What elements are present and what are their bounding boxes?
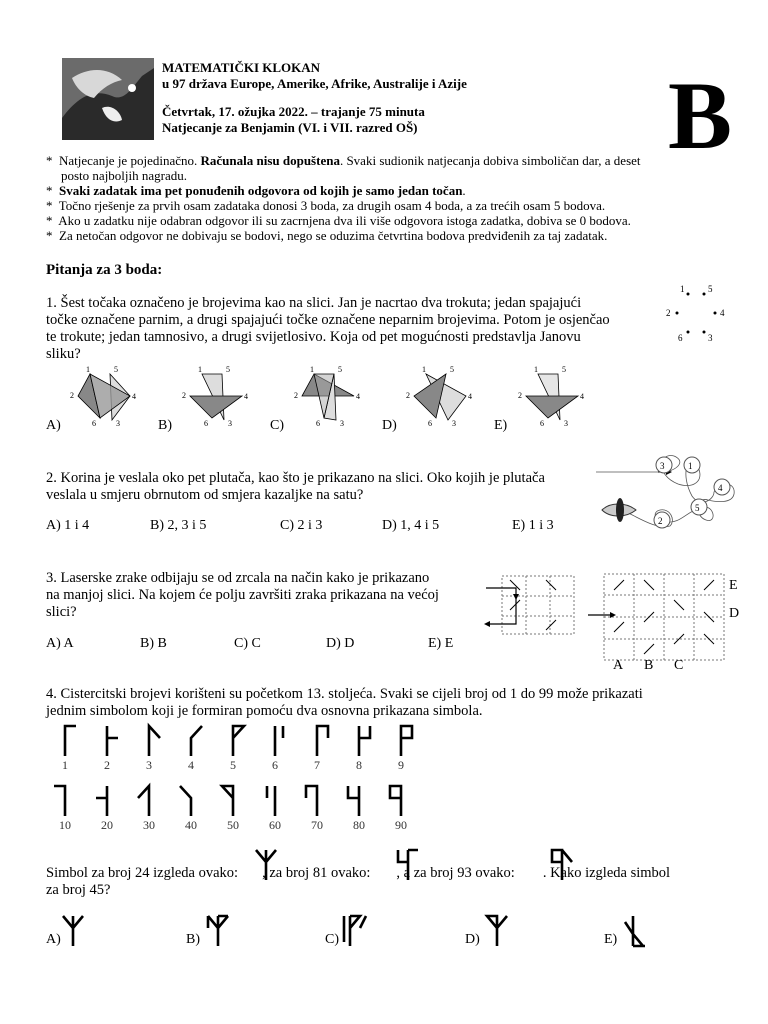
svg-text:4: 4 [132, 392, 136, 401]
q3-small-grid [486, 572, 576, 638]
q4-option-c-symbol [342, 912, 370, 948]
svg-text:3: 3 [564, 419, 568, 428]
cistercian-label: 20 [101, 818, 113, 832]
svg-text:1: 1 [422, 365, 426, 374]
buoy-label: 5 [695, 503, 700, 513]
point-label: 6 [678, 333, 683, 343]
svg-text:4: 4 [580, 392, 584, 401]
cistercian-label: 5 [230, 758, 236, 772]
svg-text:2: 2 [70, 391, 74, 400]
contest-level: Natjecanje za Benjamin (VI. i VII. razred OŠ) [162, 120, 418, 135]
q4-option-e[interactable]: E) [604, 932, 618, 947]
q4-option-e-symbol [622, 912, 648, 948]
rule-item: * Natjecanje je pojedinačno. Računala nisu dopuštena. Svaki sudionik natjecanja dobiva simboličan dar, a deset [46, 153, 641, 168]
q3-option-d[interactable]: D) D [326, 636, 355, 651]
q1-option-b-figure [178, 366, 258, 428]
q1-option-c[interactable]: C) [270, 418, 284, 433]
svg-text:6: 6 [316, 419, 320, 428]
grid-label-a: A [613, 658, 624, 673]
q1-option-a[interactable]: A) [46, 418, 61, 433]
grid-label-b: B [644, 658, 654, 673]
q2-option-b[interactable]: B) 2, 3 i 5 [150, 518, 207, 533]
svg-text:1: 1 [534, 365, 538, 374]
svg-text:3: 3 [116, 419, 120, 428]
svg-text:5: 5 [562, 365, 566, 374]
q4-option-a-symbol [60, 912, 86, 948]
point-label: 1 [680, 284, 685, 294]
cistercian-label: 40 [185, 818, 197, 832]
svg-text:6: 6 [204, 419, 208, 428]
q3-large-grid [588, 572, 726, 662]
cistercian-label: 8 [356, 758, 362, 772]
contest-subtitle: u 97 država Europe, Amerike, Afrike, Australije i Azije [162, 76, 467, 91]
q2-option-a[interactable]: A) 1 i 4 [46, 518, 90, 533]
q1-option-e[interactable]: E) [494, 418, 508, 433]
q1-option-a-figure [66, 366, 146, 428]
logo-image [62, 58, 154, 140]
cistercian-units-row [50, 722, 430, 762]
q2-option-c[interactable]: C) 2 i 3 [280, 518, 323, 533]
svg-text:6: 6 [540, 419, 544, 428]
svg-text:2: 2 [294, 391, 298, 400]
svg-text:2: 2 [518, 391, 522, 400]
cistercian-label: 90 [395, 818, 407, 832]
q4-example-text-2: za broj 45? [46, 882, 111, 898]
buoy-label: 2 [658, 516, 663, 526]
q3-option-b[interactable]: B) B [140, 636, 167, 651]
symbol-24 [254, 846, 278, 882]
symbol-93 [550, 846, 574, 882]
cistercian-tens-row [50, 782, 430, 822]
q4-option-b-symbol [204, 912, 232, 948]
q1-option-e-figure [514, 366, 594, 428]
question-3-text: 3. Laserske zrake odbijaju se od zrcala na način kako je prikazano na manjoj slici. Na kojem će polju završiti zraka prikazana na većoj slici? [46, 570, 439, 620]
contest-title: MATEMATIČKI KLOKAN [162, 60, 321, 75]
cistercian-label: 1 [62, 758, 68, 772]
rule-item: * Ako u zadatku nije odabran odgovor ili su zacrnjena dva ili više odgovora istoga zadatka, dobiva se 0 bodova. [46, 213, 631, 228]
cistercian-label: 30 [143, 818, 155, 832]
svg-text:1: 1 [86, 365, 90, 374]
svg-text:4: 4 [468, 392, 472, 401]
rules-list [46, 153, 746, 243]
svg-text:2: 2 [406, 391, 410, 400]
cistercian-label: 6 [272, 758, 278, 772]
cistercian-label: 2 [104, 758, 110, 772]
grid-label-c: C [674, 658, 684, 673]
rule-item: * Točno rješenje za prvih osam zadataka donosi 3 boda, za drugih osam 4 boda, a za trećih osam 5 bodova. [46, 198, 606, 213]
svg-text:5: 5 [114, 365, 118, 374]
q4-option-b[interactable]: B) [186, 932, 200, 947]
point-label: 4 [720, 308, 725, 318]
svg-text:6: 6 [92, 419, 96, 428]
cistercian-label: 80 [353, 818, 365, 832]
svg-text:4: 4 [244, 392, 248, 401]
q3-option-a[interactable]: A) A [46, 636, 74, 651]
q1-option-c-figure [290, 366, 370, 428]
boat-icon [602, 498, 636, 522]
cistercian-label: 9 [398, 758, 404, 772]
grid-label-e: E [729, 578, 738, 593]
point-label: 5 [708, 284, 713, 294]
svg-text:3: 3 [228, 419, 232, 428]
buoy-label: 1 [688, 461, 693, 471]
symbol-81 [396, 846, 420, 882]
cistercian-label: 70 [311, 818, 323, 832]
svg-text:3: 3 [452, 419, 456, 428]
q1-option-d[interactable]: D) [382, 418, 397, 433]
svg-text:2: 2 [182, 391, 186, 400]
q4-option-d[interactable]: D) [465, 932, 480, 947]
cistercian-label: 7 [314, 758, 320, 772]
cistercian-label: 3 [146, 758, 152, 772]
point-label: 2 [666, 308, 671, 318]
q3-option-e[interactable]: E) E [428, 636, 454, 651]
question-4-text: 4. Cistercitski brojevi korišteni su početkom 13. stoljeća. Svaki se cijeli broj od 1 do 99 može prikazati jednim simbolom koji je formiran pomoću dva osnovna prikazana simbola. [46, 686, 643, 719]
cistercian-label: 50 [227, 818, 239, 832]
rule-item: * Za netočan odgovor ne dobivaju se bodovi, nego se oduzima četvrtina bodova predviđenih za taj zadatak. [46, 228, 608, 243]
q4-example-text: Simbol za broj 24 izgleda ovako: , za broj 81 ovako: , a za broj 93 ovako: . Kako izgleda simbol [46, 865, 671, 881]
svg-text:5: 5 [226, 365, 230, 374]
category-letter: B [668, 62, 733, 169]
buoy-label: 3 [660, 461, 665, 471]
svg-text:4: 4 [356, 392, 360, 401]
point-label: 3 [708, 333, 713, 343]
q4-option-a[interactable]: A) [46, 932, 61, 947]
svg-text:6: 6 [428, 419, 432, 428]
buoy-label: 4 [718, 483, 723, 493]
svg-text:3: 3 [340, 419, 344, 428]
contest-date: Četvrtak, 17. ožujka 2022. – trajanje 75 minuta [162, 104, 425, 119]
q2-option-d[interactable]: D) 1, 4 i 5 [382, 518, 440, 533]
grid-label-d: D [729, 606, 740, 621]
svg-text:1: 1 [310, 365, 314, 374]
cistercian-label: 60 [269, 818, 281, 832]
q2-option-e[interactable]: E) 1 i 3 [512, 518, 554, 533]
q2-buoys-figure [596, 450, 746, 534]
rule-item: * Svaki zadatak ima pet ponuđenih odgovora od kojih je samo jedan točan. [46, 183, 466, 198]
q1-points-figure [660, 280, 730, 350]
svg-text:5: 5 [450, 365, 454, 374]
q3-option-c[interactable]: C) C [234, 636, 261, 651]
section-title: Pitanja za 3 boda: [46, 262, 163, 278]
svg-text:5: 5 [338, 365, 342, 374]
q1-option-b[interactable]: B) [158, 418, 172, 433]
q1-option-d-figure [402, 366, 482, 428]
q4-option-d-symbol [484, 912, 510, 948]
cistercian-label: 10 [59, 818, 71, 832]
cistercian-label: 4 [188, 758, 194, 772]
q4-option-c[interactable]: C) [325, 932, 339, 947]
rule-item: posto najboljih nagradu. [61, 168, 188, 183]
svg-text:1: 1 [198, 365, 202, 374]
logo [62, 58, 154, 140]
question-2-text: 2. Korina je veslala oko pet plutača, kao što je prikazano na slici. Oko kojih je plutača veslala u smjeru obrnutom od smjera kazaljke na satu? [46, 470, 545, 503]
question-1-text: 1. Šest točaka označeno je brojevima kao na slici. Jan je nacrtao dva trokuta; jedan spajajući točke označene parnim, a drugi spajajući točke označene neparnim brojevima. Potom je osjenčao te trokute; jedan tamnosivo, a drugi svijetlosivo. Koja od pet mogućnosti predstavlja Janovu sliku? [46, 295, 610, 362]
